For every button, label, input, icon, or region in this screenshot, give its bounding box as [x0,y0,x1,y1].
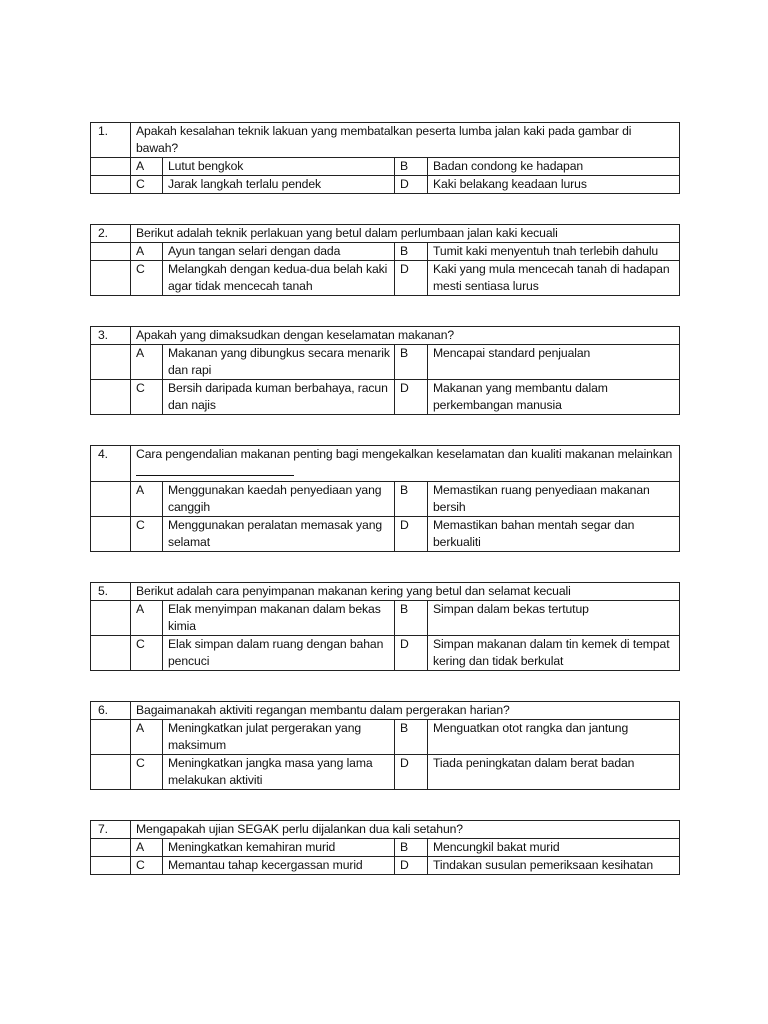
option-letter: B [395,243,428,261]
option-text: Elak menyimpan makanan dalam bekas kimia [163,601,395,636]
option-text: Meningkatkan jangka masa yang lama melakukan aktiviti [163,755,395,790]
question-text: Bagaimanakah aktiviti regangan membantu dalam pergerakan harian? [136,703,510,717]
option-row [91,261,680,296]
option-text: Tindakan susulan pemeriksaan kesihatan [428,857,680,875]
question-text: Berikut adalah teknik perlakuan yang betul dalam perlumbaan jalan kaki kecuali [136,226,558,240]
empty-cell [91,380,131,415]
empty-cell [91,345,131,380]
question-cell [131,446,680,482]
answer-blank-line [136,463,294,476]
option-text: Meningkatkan kemahiran murid [163,839,395,857]
option-letter: D [395,517,428,552]
option-text: Lutut bengkok [163,158,395,176]
option-letter: C [131,755,163,790]
option-letter: C [131,176,163,194]
question-table [90,122,680,194]
question-list [90,122,679,905]
question-row [91,123,680,158]
option-row [91,720,680,755]
empty-cell [91,755,131,790]
option-text: Elak simpan dalam ruang dengan bahan pencuci [163,636,395,671]
question-number: 1. [91,123,131,158]
question-row [91,327,680,345]
option-letter: C [131,261,163,296]
option-letter: B [395,720,428,755]
question-cell [131,225,680,243]
option-text: Memantau tahap kecergassan murid [163,857,395,875]
option-text: Memastikan ruang penyediaan makanan bersih [428,482,680,517]
option-text: Tiada peningkatan dalam berat badan [428,755,680,790]
option-letter: C [131,517,163,552]
option-row [91,601,680,636]
option-letter: A [131,482,163,517]
option-letter: B [395,482,428,517]
question-row [91,583,680,601]
question-cell [131,821,680,839]
question-text: Berikut adalah cara penyimpanan makanan kering yang betul dan selamat kecuali [136,584,571,598]
question-cell [131,123,680,158]
option-row [91,755,680,790]
empty-cell [91,261,131,296]
option-text: Badan condong ke hadapan [428,158,680,176]
empty-cell [91,243,131,261]
option-letter: A [131,839,163,857]
question-table [90,445,680,552]
option-text: Simpan dalam bekas tertutup [428,601,680,636]
option-letter: D [395,261,428,296]
empty-cell [91,857,131,875]
question-row [91,821,680,839]
option-letter: B [395,158,428,176]
option-letter: A [131,720,163,755]
empty-cell [91,517,131,552]
option-row [91,482,680,517]
empty-cell [91,839,131,857]
option-text: Makanan yang dibungkus secara menarik dan rapi [163,345,395,380]
option-letter: B [395,839,428,857]
option-row [91,380,680,415]
option-letter: C [131,380,163,415]
question-text: Mengapakah ujian SEGAK perlu dijalankan dua kali setahun? [136,822,463,836]
option-text: Ayun tangan selari dengan dada [163,243,395,261]
empty-cell [91,482,131,517]
option-letter: A [131,158,163,176]
option-letter: D [395,380,428,415]
option-letter: D [395,857,428,875]
option-letter: A [131,601,163,636]
option-text: Meningkatkan julat pergerakan yang maksimum [163,720,395,755]
option-text: Melangkah dengan kedua-dua belah kaki agar tidak mencecah tanah [163,261,395,296]
question-table [90,820,680,875]
option-text: Menggunakan kaedah penyediaan yang canggih [163,482,395,517]
empty-cell [91,158,131,176]
option-letter: C [131,636,163,671]
option-row [91,345,680,380]
option-text: Mencapai standard penjualan [428,345,680,380]
option-text: Mencungkil bakat murid [428,839,680,857]
question-text: Cara pengendalian makanan penting bagi mengekalkan keselamatan dan kualiti makanan melainkan [136,447,673,461]
empty-cell [91,601,131,636]
option-row [91,517,680,552]
option-row [91,839,680,857]
question-number: 7. [91,821,131,839]
option-row [91,636,680,671]
option-letter: A [131,243,163,261]
option-text: Menggunakan peralatan memasak yang selamat [163,517,395,552]
question-row [91,446,680,482]
option-row [91,243,680,261]
option-text: Kaki yang mula mencecah tanah di hadapan mesti sentiasa lurus [428,261,680,296]
option-letter: D [395,636,428,671]
question-cell [131,702,680,720]
empty-cell [91,720,131,755]
question-row [91,225,680,243]
option-text: Simpan makanan dalam tin kemek di tempat kering dan tidak berkulat [428,636,680,671]
question-cell [131,327,680,345]
question-cell [131,583,680,601]
option-text: Tumit kaki menyentuh tnah terlebih dahulu [428,243,680,261]
question-number: 2. [91,225,131,243]
question-number: 4. [91,446,131,482]
option-text: Jarak langkah terlalu pendek [163,176,395,194]
question-table [90,582,680,671]
option-letter: B [395,601,428,636]
option-letter: D [395,176,428,194]
option-text: Memastikan bahan mentah segar dan berkualiti [428,517,680,552]
question-number: 6. [91,702,131,720]
option-letter: C [131,857,163,875]
question-number: 5. [91,583,131,601]
question-text: Apakah yang dimaksudkan dengan keselamatan makanan? [136,328,455,342]
empty-cell [91,636,131,671]
question-table [90,701,680,790]
option-letter: D [395,755,428,790]
option-letter: B [395,345,428,380]
option-text: Bersih daripada kuman berbahaya, racun dan najis [163,380,395,415]
option-text: Kaki belakang keadaan lurus [428,176,680,194]
option-letter: A [131,345,163,380]
option-text: Menguatkan otot rangka dan jantung [428,720,680,755]
question-text: Apakah kesalahan teknik lakuan yang membatalkan peserta lumba jalan kaki pada gambar di bawah? [136,124,632,155]
empty-cell [91,176,131,194]
option-row [91,158,680,176]
question-number: 3. [91,327,131,345]
question-table [90,224,680,296]
question-row [91,702,680,720]
option-text: Makanan yang membantu dalam perkembangan manusia [428,380,680,415]
option-row [91,857,680,875]
option-row [91,176,680,194]
question-table [90,326,680,415]
